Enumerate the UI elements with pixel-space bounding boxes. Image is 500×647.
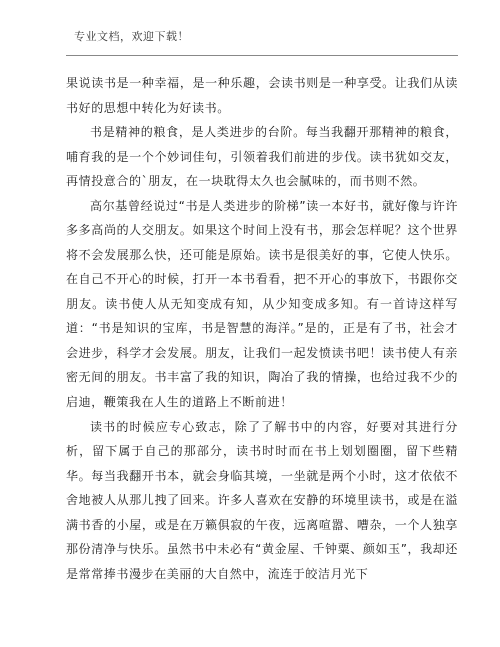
document-body — [66, 71, 458, 586]
paragraph-4: 读书的时候应专心致志，除了了解书中的内容，好要对其进行分析，留下属于自己的那部分，读书时时而在书上划划圈圈，留下些精华。每当我翻开书本，就会身临其境，一坐就是两个小时，这才依依不舍地被人从那儿拽了回来。许多人喜欢在安静的环境里读书，或是在溢满书香的小屋，或是在万籁俱寂的午夜，远离喧嚣、嘈杂，一个人独享那份清净与快乐。虽然书中未必有“黄金屋、千钟粟、颜如玉”，我却还是常常捧书漫步在美丽的大自然中，流连于皎洁月光下 — [66, 419, 458, 581]
header-divider — [66, 55, 458, 56]
paragraph-2: 书是精神的粮食，是人类进步的台阶。每当我翻开那精神的粮食，哺育我的是一个个妙词佳句，引领着我们前进的步伐。读书犹如交友，再情投意合的`朋友，在一块耽得太久也会腻味的，而书则不然。 — [66, 125, 458, 189]
paragraph-1: 果说读书是一种幸福，是一种乐趣，会读书则是一种享受。让我们从读书好的思想中转化为好读书。 — [66, 76, 458, 115]
paragraph-3: 高尔基曾经说过“书是人类进步的阶梯”读一本好书，就好像与许许多多高尚的人交朋友。如果这个时间上没有书，那会怎样呢？这个世界将不会发展那么快，还可能是原始。读书是很美好的事，它使人快乐。在自己不开心的时候，打开一本书看看，把不开心的事放下，书跟你交朋友。读书使人从无知变成有知，从少知变成多知。有一首诗这样写道：“书是知识的宝库，书是智慧的海洋。”是的，正是有了书，社会才会进步，科学才会发展。朋友，让我们一起发愤读书吧！读书使人有亲密无间的朋友。书丰富了我的知识，陶冶了我的情操，也给过我不少的启迪，鞭策我在人生的道路上不断前进！ — [66, 198, 458, 409]
page-header: 专业文档，欢迎下载！ — [74, 30, 189, 43]
